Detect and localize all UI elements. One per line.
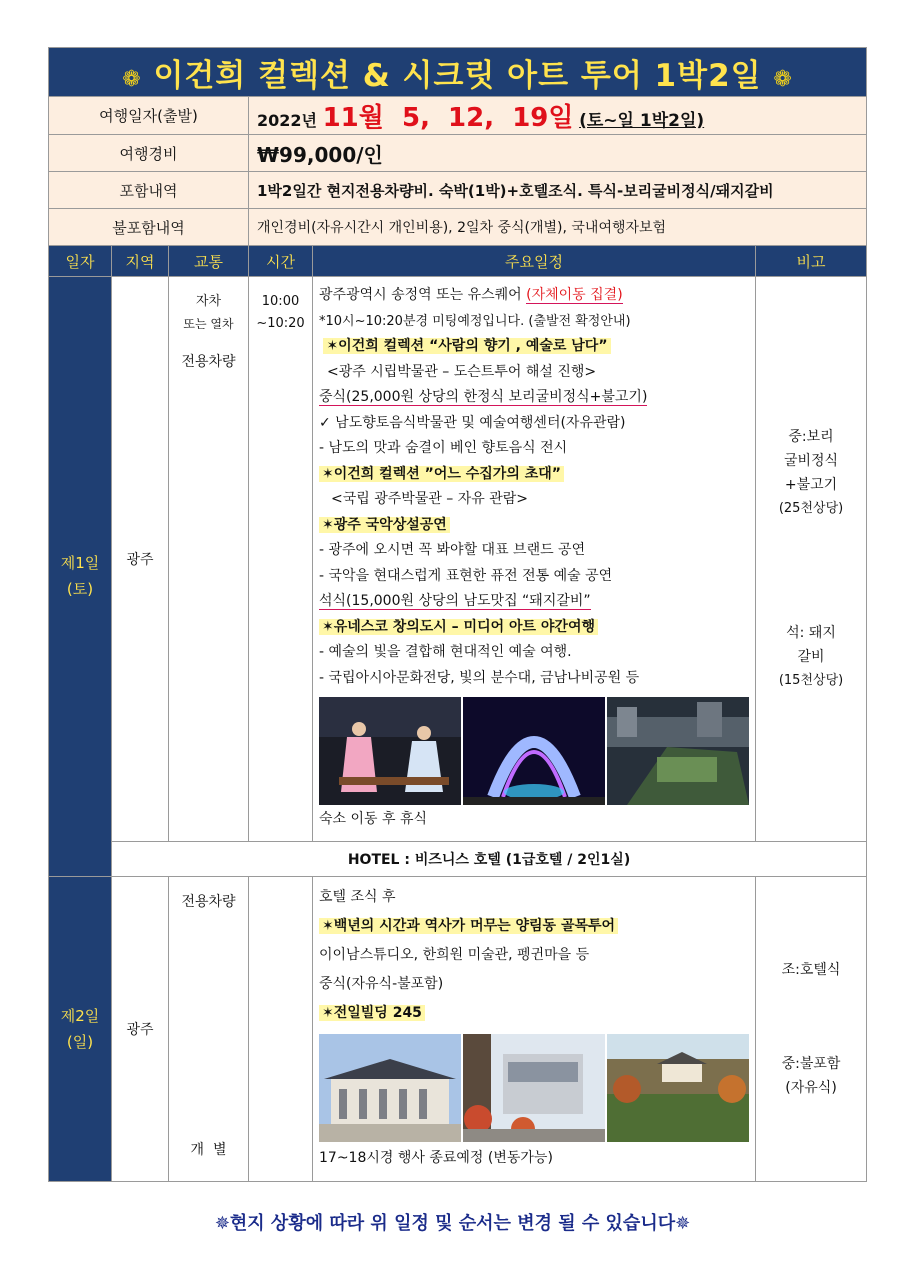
day2-cell xyxy=(49,876,112,1181)
column-header xyxy=(49,246,867,277)
schedule-line: - 예술의 빛을 결합해 현대적인 예술 여행. xyxy=(319,644,572,660)
schedule-line: 광주광역시 송정역 또는 유스퀘어 (자체이동 집결) xyxy=(319,287,623,303)
schedule-line: ✶유네스코 창의도시 – 미디어 아트 야간여행 xyxy=(319,615,749,641)
day1-weekday: (토) xyxy=(66,580,94,599)
col-note: 비고 xyxy=(756,246,867,277)
day2-note xyxy=(756,876,867,1181)
day2-transport xyxy=(169,876,249,1181)
schedule-line: ✓ 남도향토음식박물관 및 예술여행센터(자유관람) xyxy=(319,414,626,431)
cost-label: 여행경비 xyxy=(49,135,249,172)
jeonil-building-photo xyxy=(463,1034,605,1142)
day1-note xyxy=(756,277,867,842)
day1-time xyxy=(249,277,313,842)
excl-label: 불포함내역 xyxy=(49,209,249,246)
schedule-line: ✶이건희 컬렉션 ”어느 수집가의 초대” xyxy=(319,462,749,488)
day2-note-lunch2: (자유식) xyxy=(785,1079,837,1096)
date-days: 11월 5, 12, 19일 xyxy=(322,103,574,133)
day1-note-lunch: 중:보리 굴비정식 +불고기 xyxy=(783,428,839,493)
excl-value: 개인경비(자유시간시 개인비용), 2일차 중식(개별), 국내여행자보험 xyxy=(249,209,867,246)
hotel-info: HOTEL : 비즈니스 호텔 (1급호텔 / 2인1실) xyxy=(112,841,867,876)
schedule-line: 숙소 이동 후 휴식 xyxy=(319,811,428,827)
date-value xyxy=(249,97,867,135)
itinerary-table xyxy=(48,47,867,1182)
schedule-line: <국립 광주박물관 – 자유 관람> xyxy=(331,491,529,507)
schedule-line: <광주 시립박물관 – 도슨트투어 해설 진행> xyxy=(327,363,597,380)
schedule-line: ✶광주 국악상설공연 xyxy=(319,513,749,539)
schedule-line: ✶전일빌딩 245 xyxy=(319,999,749,1028)
day2-label: 제2일 xyxy=(60,1006,100,1025)
day2-note-breakfast: 조:호텔식 xyxy=(781,961,841,978)
schedule-line: 17~18시경 행사 종료예정 (변동가능) xyxy=(319,1149,553,1166)
schedule-line: ✶백년의 시간과 역사가 머무는 양림동 골목투어 xyxy=(319,912,749,941)
cost-value: ₩99,000/인 xyxy=(249,135,867,172)
col-day: 일자 xyxy=(49,246,112,277)
day2-weekday: (일) xyxy=(66,1032,94,1051)
schedule-line: 이이남스튜디오, 한희원 미술관, 펭귄마을 등 xyxy=(319,946,590,963)
itinerary-frame xyxy=(48,47,866,1182)
day1-time2: ~10:20 xyxy=(256,316,305,331)
schedule-line: 중식(자유식-불포함) xyxy=(319,975,444,992)
footer-notice: ✵현지 상황에 따라 위 일정 및 순서는 변경 될 수 있습니다✵ xyxy=(214,1213,691,1234)
day1-label: 제1일 xyxy=(60,554,100,573)
building-photo xyxy=(319,1034,461,1142)
day2-photos xyxy=(319,1034,749,1142)
schedule-line: *10시~10:20분경 미팅예정입니다. (출발전 확정안내) xyxy=(319,313,631,329)
day2-transport2: 개 별 xyxy=(190,1141,227,1158)
day2-note-lunch: 중:불포함 xyxy=(781,1055,841,1072)
day2-row xyxy=(49,876,867,1181)
schedule-line: - 국립아시아문화전당, 빛의 분수대, 금남나비공원 등 xyxy=(319,669,640,686)
date-year: 2022년 xyxy=(257,111,317,130)
day2-transport1: 전용차량 xyxy=(181,893,236,910)
day1-region: 광주 xyxy=(112,277,169,842)
col-schedule: 주요일정 xyxy=(313,246,756,277)
garden-photo xyxy=(607,1034,749,1142)
title-bar xyxy=(49,48,867,97)
day2-time xyxy=(249,876,313,1181)
sun-flower-icon: ❁ xyxy=(773,66,793,92)
date-suffix: (토~일 1박2일) xyxy=(579,111,705,131)
day1-note-dinner2: 갈비 xyxy=(797,648,825,665)
col-time: 시간 xyxy=(249,246,313,277)
incl-label: 포함내역 xyxy=(49,172,249,209)
schedule-line: - 남도의 맛과 숨결이 베인 향토음식 전시 xyxy=(319,440,568,456)
schedule-line: - 국악을 현대스럽게 표현한 퓨전 전통 예술 공연 xyxy=(319,567,613,584)
night-city-photo xyxy=(607,697,749,805)
col-region: 지역 xyxy=(112,246,169,277)
day1-cell xyxy=(49,277,112,877)
schedule-line: ✶이건희 컬렉션 “사람의 향기 , 예술로 남다” xyxy=(319,334,749,360)
day1-transport xyxy=(169,277,249,842)
day1-transport1: 자차 xyxy=(195,294,222,309)
schedule-line: 석식(15,000원 상당의 남도맛집 “돼지갈비” xyxy=(319,593,591,609)
day2-schedule xyxy=(313,876,756,1181)
day1-row xyxy=(49,277,867,842)
schedule-line: 호텔 조식 후 xyxy=(319,888,396,905)
day1-photos xyxy=(319,697,749,805)
schedule-line: 중식(25,000원 상당의 한정식 보리굴비정식+불고기) xyxy=(319,389,648,405)
page-title: 이건희 컬렉션 & 시크릿 아트 투어 1박2일 xyxy=(153,57,762,94)
schedule-line: - 광주에 오시면 꼭 봐야할 대표 브랜드 공연 xyxy=(319,542,586,558)
day1-transport3: 전용차량 xyxy=(181,354,236,370)
sun-flower-icon: ❁ xyxy=(122,66,142,92)
day2-region: 광주 xyxy=(112,876,169,1181)
day1-note-dinner: 석: 돼지 xyxy=(786,624,836,641)
day1-note-lunch-price: (25천상당) xyxy=(778,500,844,516)
day1-transport2: 또는 열차 xyxy=(183,317,234,331)
date-label: 여행일자(출발) xyxy=(49,97,249,135)
day1-schedule xyxy=(313,277,756,842)
col-transport: 교통 xyxy=(169,246,249,277)
day1-time1: 10:00 xyxy=(261,294,300,309)
gukak-performance-photo xyxy=(319,697,461,805)
day1-note-dinner-price: (15천상당) xyxy=(778,672,844,688)
incl-value: 1박2일간 현지전용차량비. 숙박(1박)+호텔조식. 특식-보리굴비정식/돼지갈비 xyxy=(249,172,867,209)
light-arch-photo xyxy=(463,697,605,805)
